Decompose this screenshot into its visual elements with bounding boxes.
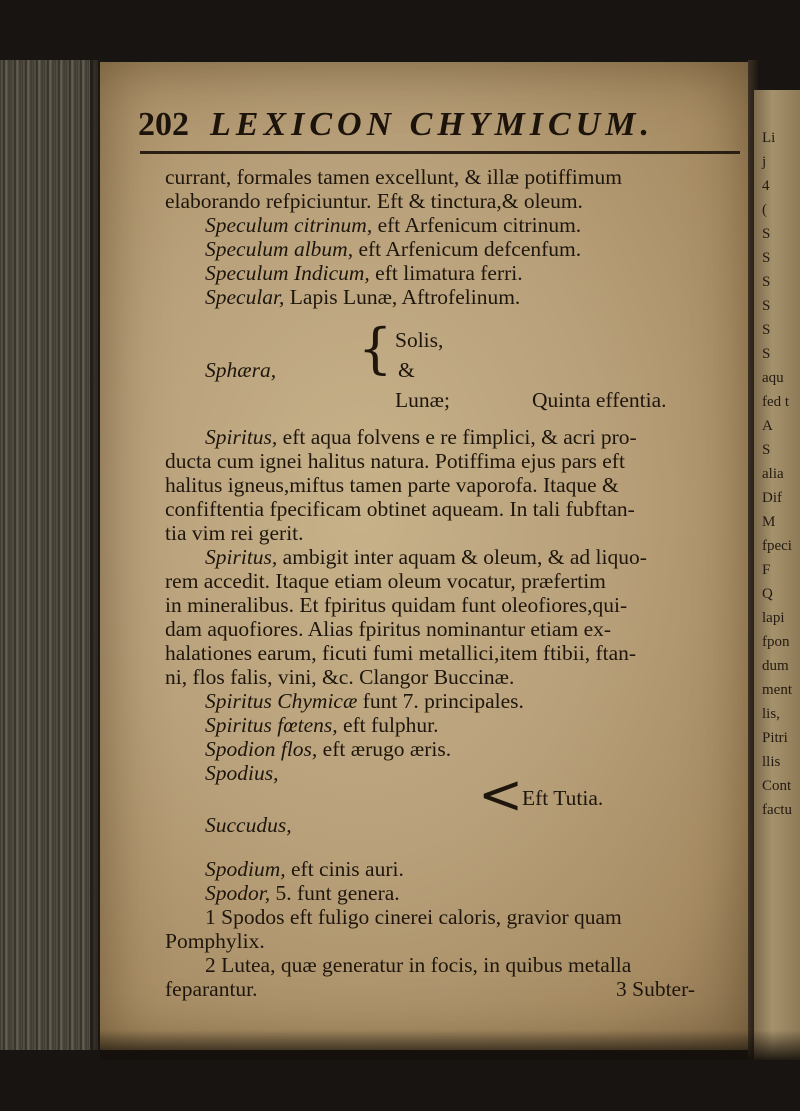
text-line: Pomphylix. <box>165 929 265 953</box>
entry-succudus: Succudus, <box>205 813 292 837</box>
text-line: currant, formales tamen excellunt, & illæ potiffimum <box>165 165 622 189</box>
right-page-text-fragment: lis, <box>762 706 780 722</box>
right-page-text-fragment: S <box>762 274 771 290</box>
text-line: ni, flos falis, vini, &c. Clangor Buccinæ. <box>165 665 515 689</box>
paragraph-spiritus-1: Spiritus, eft aqua folvens e re fimplici, & acri pro- <box>205 425 637 449</box>
right-page-text-fragment: S <box>762 250 771 266</box>
text-line: elaborando refpiciuntur. Eft & tinctura,& oleum. <box>165 189 583 213</box>
right-page-text-fragment: F <box>762 562 771 578</box>
text-line: halationes earum, ficuti fumi metallici,item ftibii, ftan- <box>165 641 637 665</box>
entry-sphaera: Sphæra, <box>205 358 277 382</box>
text-line: rem accedit. Itaque etiam oleum vocatur, præfertim <box>165 569 606 593</box>
right-page-text-fragment: 4 <box>762 178 770 194</box>
sphaera-definition: Quinta effentia. <box>532 388 667 412</box>
tutia-definition: Eft Tutia. <box>522 786 604 810</box>
right-page-text-fragment: Li <box>762 130 776 146</box>
text-line: confiftentia fpecificam obtinet aqueam. In tali fubftan- <box>165 497 635 521</box>
entry-speculum-album: Speculum album, eft Arfenicum defcenfum. <box>205 237 582 261</box>
right-page-text-fragment: fpeci <box>762 538 792 554</box>
right-page-text-fragment: dum <box>762 658 789 674</box>
text-line: dam aquofiores. Alias fpiritus nominantur etiam ex- <box>165 617 612 641</box>
right-page-text-fragment: aqu <box>762 370 784 386</box>
running-title: LEXICON CHYMICUM. <box>210 106 654 143</box>
bottom-shadow <box>100 1030 800 1060</box>
paragraph-spiritus-2: Spiritus, ambigit inter aquam & oleum, & ad liquo- <box>205 545 647 569</box>
right-page-text-fragment: M <box>762 514 776 530</box>
brace-left: { <box>358 317 393 380</box>
right-page-text-fragment: llis <box>762 754 781 770</box>
right-page-text-fragment: S <box>762 322 771 338</box>
right-page-text-fragment: S <box>762 442 771 458</box>
right-page-text-fragment: Pitri <box>762 730 788 746</box>
sphaera-option-solis: Solis, <box>395 328 444 352</box>
text-line: halitus igneus,miftus tamen parte vaporofa. Itaque & <box>165 473 619 497</box>
right-page-text-fragment: Q <box>762 586 773 602</box>
right-page-text-fragment: Dif <box>762 490 782 506</box>
text-line: ducta cum ignei halitus natura. Potiffima ejus pars eft <box>165 449 625 473</box>
right-page-text-fragment: S <box>762 298 771 314</box>
right-page-text-fragment: fed t <box>762 394 790 410</box>
right-page-text-fragment: ment <box>762 682 792 698</box>
entry-spiritus-chymicae: Spiritus Chymicæ funt 7. principales. <box>205 689 524 713</box>
entry-specular: Specular, Lapis Lunæ, Aftrofelinum. <box>205 285 521 309</box>
brace-right: < <box>478 763 524 826</box>
numbered-item-2: 2 Lutea, quæ generatur in focis, in quibus metalla <box>205 953 632 977</box>
sphaera-option-et: & <box>398 358 415 382</box>
right-page-text-fragment: A <box>762 418 773 434</box>
right-page-text-fragment: j <box>762 154 767 170</box>
right-page-text-fragment: Cont <box>762 778 792 794</box>
right-page-text-fragment: S <box>762 226 771 242</box>
right-page-text-fragment: lapi <box>762 610 785 626</box>
catchword: 3 Subter- <box>616 977 695 1001</box>
entry-spodium: Spodium, eft cinis auri. <box>205 857 404 881</box>
entry-spodion-flos: Spodion flos, eft ærugo æris. <box>205 737 452 761</box>
right-page-text-fragment: factu <box>762 802 792 818</box>
entry-spodor: Spodor, 5. funt genera. <box>205 881 400 905</box>
text-line: feparantur. <box>165 977 258 1001</box>
text-line: in mineralibus. Et fpiritus quidam funt oleofiores,qui- <box>165 593 628 617</box>
text-line: tia vim rei gerit. <box>165 521 304 545</box>
right-page-text-fragment: fpon <box>762 634 790 650</box>
entry-spiritus-foetens: Spiritus fœtens, eft fulphur. <box>205 713 439 737</box>
sphaera-option-lunae: Lunæ; <box>395 388 450 412</box>
right-page-text-fragment: alia <box>762 466 784 482</box>
page-number: 202 <box>138 106 189 143</box>
right-page-text-fragment: S <box>762 346 771 362</box>
entry-speculum-indicum: Speculum Indicum, eft limatura ferri. <box>205 261 523 285</box>
right-page-text-fragment: ( <box>762 202 767 218</box>
numbered-item-1: 1 Spodos eft fuligo cinerei caloris, gravior quam <box>205 905 622 929</box>
entry-speculum-citrinum: Speculum citrinum, eft Arfenicum citrinum. <box>205 213 582 237</box>
entry-spodius: Spodius, <box>205 761 279 785</box>
